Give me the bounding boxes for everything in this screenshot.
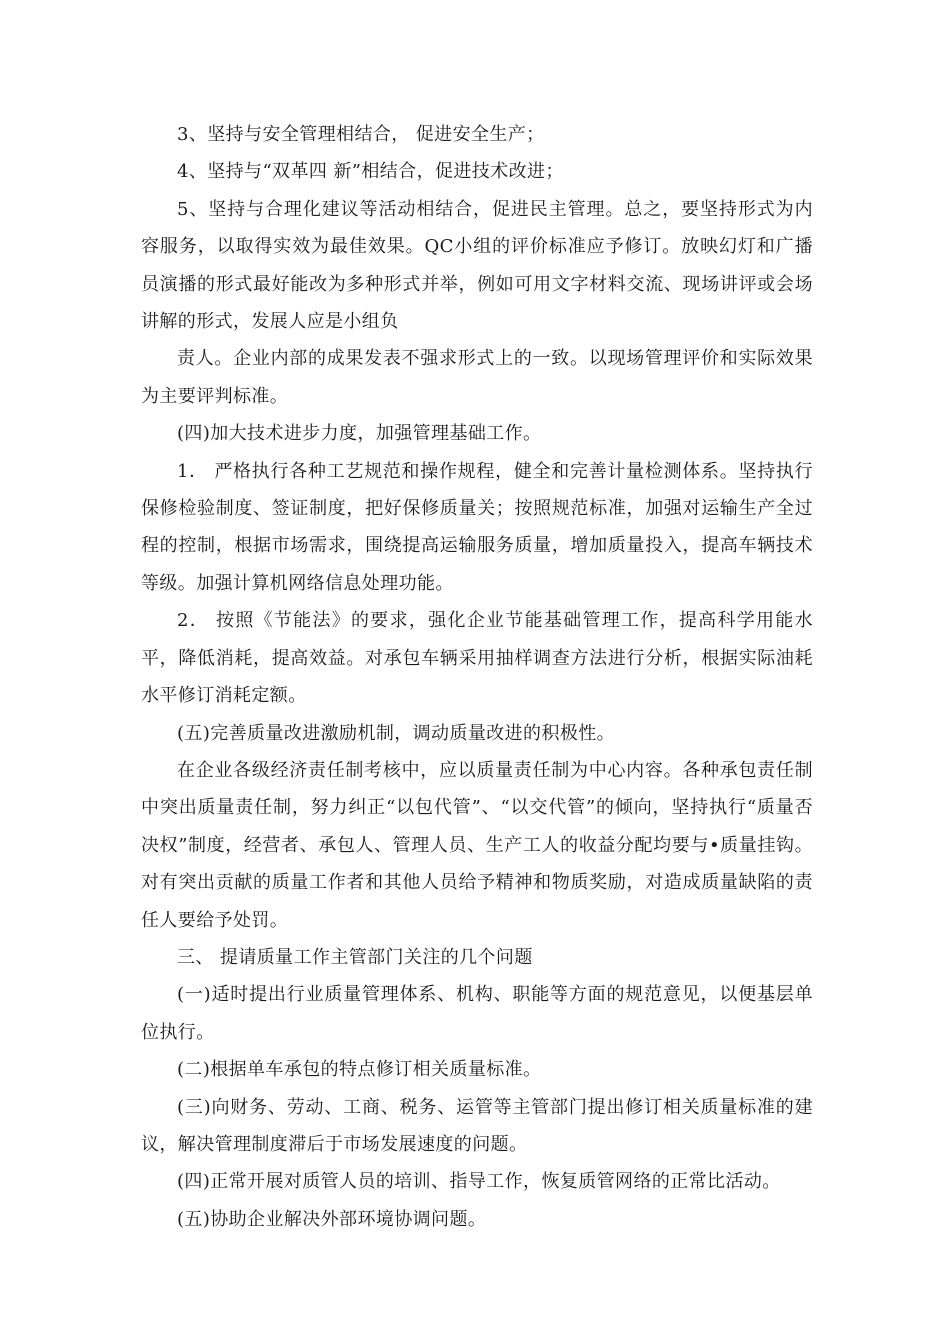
list-item-5: 5、坚持与合理化建议等活动相结合，促进民主管理。总之，要坚持形式为内容服务，以取得实效为最佳效果。QC小组的评价标准应予修订。放映幻灯和广播员演播的形式最好能改为多种形式并举，例如可用文字材料交流、现场讲评或会场讲解的形式，发展人应是小组负 [141, 198, 813, 333]
chapter-heading-3: 三、 提请质量工作主管部门关注的几个问题 [177, 946, 533, 968]
numbered-item-1: 1． 严格执行各种工艺规范和操作规程，健全和完善计量检测体系。坚持执行保修检验制度、签证制度，把好保修质量关；按照规范标准，加强对运输生产全过程的控制，根据市场需求，围绕提高运输服务质量，增加质量投入，提高车辆技术等级。加强计算机网络信息处理功能。 [141, 460, 813, 594]
list-item-4: 4、坚持与“双革四 新”相结合，促进技术改进； [177, 161, 564, 183]
issue-item-2: (二)根据单车承包的特点修订相关质量标准。 [177, 1059, 542, 1081]
issue-item-4: (四)正常开展对质管人员的培训、指导工作，恢复质管网络的正常比活动。 [177, 1171, 781, 1193]
document-body [141, 116, 813, 1238]
body-paragraph: 在企业各级经济责任制考核中，应以质量责任制为中心内容。各种承包责任制中突出质量责任制，努力纠正“以包代管”、“以交代管”的倾向，坚持执行“质量否决权”制度，经营者、承包人、管理人员、生产工人的收益分配均要与•质量挂钩。对有突出贡献的质量工作者和其他人员给予精神和物质奖励，对造成质量缺陷的责任人要给予处罚。 [141, 759, 813, 931]
list-item-3: 3、坚持与安全管理相结合， 促进安全生产； [177, 124, 545, 145]
issue-item-5: (五)协助企业解决外部环境协调问题。 [177, 1208, 487, 1230]
section-heading-4: (四)加大技术进步力度，加强管理基础工作。 [177, 423, 542, 445]
section-heading-5: (五)完善质量改进激励机制，调动质量改进的积极性。 [177, 722, 616, 744]
issue-item-1: (一)适时提出行业质量管理体系、机构、职能等方面的规范意见，以便基层单位执行。 [141, 984, 813, 1043]
paragraph-continuation: 责人。企业内部的成果发表不强求形式上的一致。以现场管理评价和实际效果为主要评判标准。 [141, 348, 813, 407]
numbered-item-2: 2． 按照《节能法》的要求，强化企业节能基础管理工作，提高科学用能水平，降低消耗，提高效益。对承包车辆采用抽样调查方法进行分析，根据实际油耗水平修订消耗定额。 [141, 610, 813, 707]
issue-item-3: (三)向财务、劳动、工商、税务、运管等主管部门提出修订相关质量标准的建议，解决管理制度滞后于市场发展速度的问题。 [141, 1096, 813, 1155]
